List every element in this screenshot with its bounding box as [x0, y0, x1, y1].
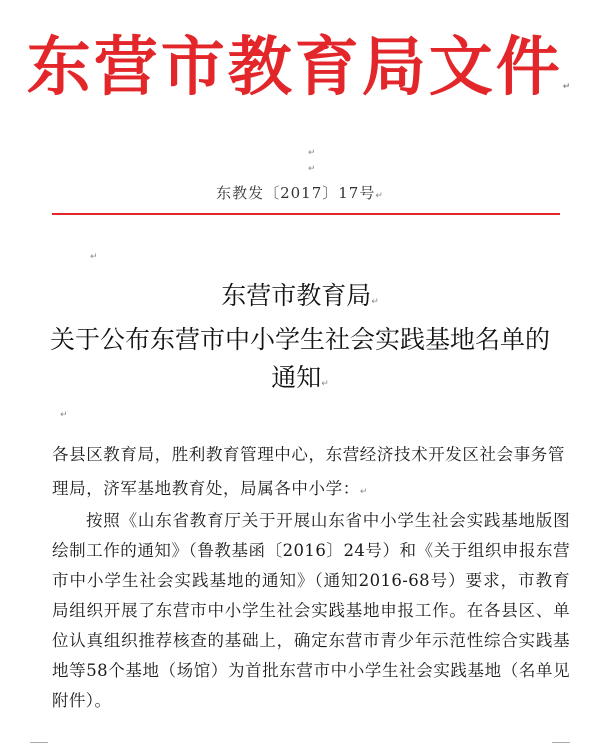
title-line-1: 东营市教育局↵ — [221, 281, 379, 310]
red-divider — [52, 213, 560, 215]
paragraph-mark-icon: ↵ — [60, 410, 68, 420]
document-header — [0, 20, 600, 135]
addressee — [52, 438, 568, 509]
header-title: 东营市教育局文件 — [26, 31, 563, 105]
paragraph-mark-icon: ↵ — [359, 487, 368, 497]
document-number-line — [0, 182, 600, 203]
page-corner-mark — [552, 742, 570, 743]
title-line-2: 关于公布东营市中小学生社会实践基地名单的 — [49, 325, 550, 354]
paragraph-mark-icon: ↵ — [90, 252, 98, 262]
title-line-3: 通知↵ — [271, 363, 329, 392]
paragraph-mark-icon: ↵ — [308, 164, 316, 174]
paragraph-mark-icon: ↵ — [562, 82, 574, 92]
notice-title — [0, 277, 600, 403]
document-number: 东教发〔2017〕17号 — [216, 184, 376, 202]
body-paragraph: 按照《山东省教育厅关于开展山东省中小学生社会实践基地版图绘制工作的通知》（鲁教基函〔2016〕24号）和《关于组织申报东营市中小学生社会实践基地的通知》（通知2016-68号）要求，市教育局组织开展了东营市中小学生社会实践基地申报工作。在各县区、单位认真组织推荐核查的基础上，确定东营市青少年示范性综合实践基地等58个基地（场馆）为首批东营市中小学生社会实践基地（名单见附件）。 — [52, 511, 570, 710]
paragraph-mark-icon: ↵ — [371, 297, 379, 307]
addressee-text: 各县区教育局，胜利教育管理中心，东营经济技术开发区社会事务管理局，济军基地教育处，局属各中小学： — [52, 445, 565, 498]
page-corner-mark — [30, 742, 48, 743]
paragraph-mark-icon: ↵ — [375, 191, 384, 201]
paragraph-mark-icon: ↵ — [308, 148, 316, 158]
paragraph-mark-icon: ↵ — [321, 379, 329, 389]
